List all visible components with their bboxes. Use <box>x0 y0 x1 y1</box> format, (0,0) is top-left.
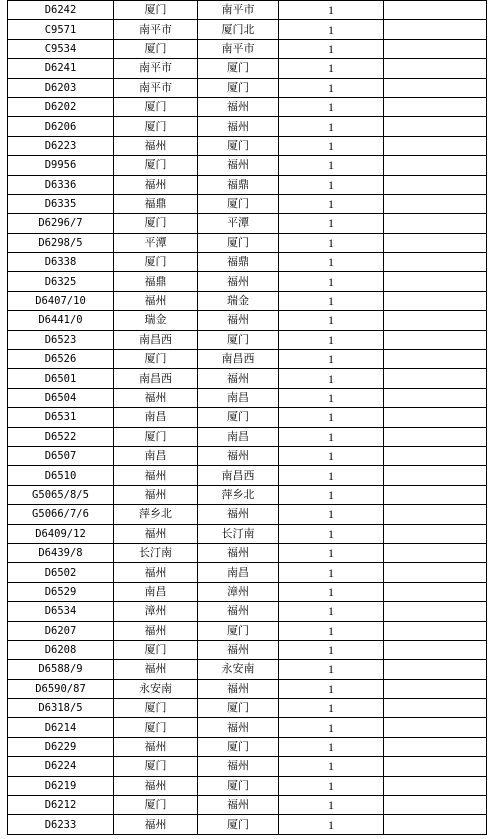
count-cell: 1 <box>279 78 384 97</box>
arrival-station-cell: 厦门 <box>198 330 279 349</box>
table-row <box>8 78 487 97</box>
note-cell <box>384 757 487 776</box>
table-row <box>8 427 487 446</box>
count-cell: 1 <box>279 640 384 659</box>
table-row <box>8 602 487 621</box>
note-cell <box>384 350 487 369</box>
arrival-station-cell: 福州 <box>198 505 279 524</box>
train-number-cell: D6409/12 <box>8 524 114 543</box>
departure-station-cell: 南昌 <box>114 446 198 465</box>
arrival-station-cell: 厦门 <box>198 78 279 97</box>
departure-station-cell: 福州 <box>114 485 198 504</box>
arrival-station-cell: 福鼎 <box>198 175 279 194</box>
arrival-station-cell: 福州 <box>198 679 279 698</box>
arrival-station-cell: 福州 <box>198 640 279 659</box>
note-cell <box>384 97 487 116</box>
departure-station-cell: 南昌西 <box>114 330 198 349</box>
departure-station-cell: 福州 <box>114 621 198 640</box>
train-number-cell: D6233 <box>8 815 114 834</box>
train-schedule-table <box>7 0 487 835</box>
count-cell: 1 <box>279 156 384 175</box>
departure-station-cell: 平潭 <box>114 233 198 252</box>
departure-station-cell: 厦门 <box>114 117 198 136</box>
count-cell: 1 <box>279 446 384 465</box>
train-number-cell: D6298/5 <box>8 233 114 252</box>
count-cell: 1 <box>279 136 384 155</box>
train-number-cell: D6522 <box>8 427 114 446</box>
departure-station-cell: 厦门 <box>114 640 198 659</box>
count-cell: 1 <box>279 369 384 388</box>
train-number-cell: D6523 <box>8 330 114 349</box>
arrival-station-cell: 南平市 <box>198 1 279 20</box>
count-cell: 1 <box>279 233 384 252</box>
train-number-cell: D6206 <box>8 117 114 136</box>
note-cell <box>384 543 487 562</box>
departure-station-cell: 厦门 <box>114 1 198 20</box>
departure-station-cell: 漳州 <box>114 602 198 621</box>
arrival-station-cell: 瑞金 <box>198 291 279 310</box>
note-cell <box>384 311 487 330</box>
note-cell <box>384 78 487 97</box>
arrival-station-cell: 福鼎 <box>198 253 279 272</box>
train-number-cell: D6526 <box>8 350 114 369</box>
note-cell <box>384 59 487 78</box>
table-row <box>8 524 487 543</box>
count-cell: 1 <box>279 524 384 543</box>
train-number-cell: G5066/7/6 <box>8 505 114 524</box>
arrival-station-cell: 福州 <box>198 757 279 776</box>
train-number-cell: D6502 <box>8 563 114 582</box>
arrival-station-cell: 萍乡北 <box>198 485 279 504</box>
note-cell <box>384 640 487 659</box>
arrival-station-cell: 福州 <box>198 156 279 175</box>
arrival-station-cell: 厦门 <box>198 408 279 427</box>
departure-station-cell: 福州 <box>114 175 198 194</box>
departure-station-cell: 厦门 <box>114 796 198 815</box>
note-cell <box>384 330 487 349</box>
arrival-station-cell: 厦门 <box>198 233 279 252</box>
table-row <box>8 253 487 272</box>
table-row <box>8 815 487 834</box>
departure-station-cell: 厦门 <box>114 97 198 116</box>
table-row <box>8 699 487 718</box>
train-number-cell: D6501 <box>8 369 114 388</box>
departure-station-cell: 厦门 <box>114 214 198 233</box>
arrival-station-cell: 厦门 <box>198 621 279 640</box>
note-cell <box>384 446 487 465</box>
departure-station-cell: 福州 <box>114 563 198 582</box>
count-cell: 1 <box>279 737 384 756</box>
table-row <box>8 350 487 369</box>
note-cell <box>384 485 487 504</box>
train-number-cell: D6325 <box>8 272 114 291</box>
note-cell <box>384 291 487 310</box>
departure-station-cell: 福州 <box>114 466 198 485</box>
arrival-station-cell: 南昌西 <box>198 466 279 485</box>
train-number-cell: D6208 <box>8 640 114 659</box>
count-cell: 1 <box>279 272 384 291</box>
count-cell: 1 <box>279 621 384 640</box>
table-row <box>8 718 487 737</box>
train-number-cell: D6296/7 <box>8 214 114 233</box>
train-number-cell: D6504 <box>8 388 114 407</box>
count-cell: 1 <box>279 757 384 776</box>
arrival-station-cell: 厦门 <box>198 815 279 834</box>
note-cell <box>384 156 487 175</box>
table-row <box>8 20 487 39</box>
note-cell <box>384 466 487 485</box>
departure-station-cell: 南昌 <box>114 582 198 601</box>
note-cell <box>384 582 487 601</box>
departure-station-cell: 厦门 <box>114 39 198 58</box>
arrival-station-cell: 福州 <box>198 543 279 562</box>
arrival-station-cell: 厦门 <box>198 136 279 155</box>
arrival-station-cell: 漳州 <box>198 582 279 601</box>
train-number-cell: D6510 <box>8 466 114 485</box>
count-cell: 1 <box>279 97 384 116</box>
departure-station-cell: 厦门 <box>114 427 198 446</box>
table-row <box>8 640 487 659</box>
train-number-cell: D6242 <box>8 1 114 20</box>
departure-station-cell: 福州 <box>114 291 198 310</box>
arrival-station-cell: 南平市 <box>198 39 279 58</box>
note-cell <box>384 272 487 291</box>
train-number-cell: D6241 <box>8 59 114 78</box>
count-cell: 1 <box>279 815 384 834</box>
note-cell <box>384 621 487 640</box>
note-cell <box>384 388 487 407</box>
arrival-station-cell: 福州 <box>198 369 279 388</box>
table-row <box>8 1 487 20</box>
departure-station-cell: 福州 <box>114 524 198 543</box>
arrival-station-cell: 长汀南 <box>198 524 279 543</box>
table-row <box>8 117 487 136</box>
count-cell: 1 <box>279 311 384 330</box>
count-cell: 1 <box>279 20 384 39</box>
departure-station-cell: 厦门 <box>114 718 198 737</box>
departure-station-cell: 南平市 <box>114 20 198 39</box>
train-number-cell: G5065/8/5 <box>8 485 114 504</box>
count-cell: 1 <box>279 330 384 349</box>
count-cell: 1 <box>279 563 384 582</box>
train-number-cell: D6441/0 <box>8 311 114 330</box>
count-cell: 1 <box>279 175 384 194</box>
departure-station-cell: 南昌西 <box>114 369 198 388</box>
count-cell: 1 <box>279 427 384 446</box>
table-body <box>8 1 487 835</box>
count-cell: 1 <box>279 194 384 213</box>
train-number-cell: D6219 <box>8 776 114 795</box>
train-number-cell: D6534 <box>8 602 114 621</box>
train-number-cell: D6214 <box>8 718 114 737</box>
train-number-cell: D6439/8 <box>8 543 114 562</box>
table-row <box>8 796 487 815</box>
count-cell: 1 <box>279 505 384 524</box>
train-number-cell: D6335 <box>8 194 114 213</box>
table-row <box>8 776 487 795</box>
departure-station-cell: 瑞金 <box>114 311 198 330</box>
arrival-station-cell: 平潭 <box>198 214 279 233</box>
note-cell <box>384 253 487 272</box>
note-cell <box>384 737 487 756</box>
note-cell <box>384 175 487 194</box>
table-row <box>8 233 487 252</box>
note-cell <box>384 1 487 20</box>
arrival-station-cell: 厦门 <box>198 59 279 78</box>
note-cell <box>384 369 487 388</box>
arrival-station-cell: 福州 <box>198 311 279 330</box>
train-number-cell: D6590/87 <box>8 679 114 698</box>
table-row <box>8 194 487 213</box>
train-number-cell: D6529 <box>8 582 114 601</box>
table-row <box>8 563 487 582</box>
train-number-cell: D6203 <box>8 78 114 97</box>
arrival-station-cell: 福州 <box>198 602 279 621</box>
arrival-station-cell: 南昌 <box>198 563 279 582</box>
departure-station-cell: 萍乡北 <box>114 505 198 524</box>
count-cell: 1 <box>279 718 384 737</box>
arrival-station-cell: 厦门 <box>198 776 279 795</box>
table-row <box>8 446 487 465</box>
arrival-station-cell: 福州 <box>198 796 279 815</box>
arrival-station-cell: 南昌西 <box>198 350 279 369</box>
table-row <box>8 485 487 504</box>
departure-station-cell: 福州 <box>114 776 198 795</box>
arrival-station-cell: 南昌 <box>198 388 279 407</box>
departure-station-cell: 南昌 <box>114 408 198 427</box>
table-row <box>8 156 487 175</box>
count-cell: 1 <box>279 543 384 562</box>
train-number-cell: D6207 <box>8 621 114 640</box>
arrival-station-cell: 福州 <box>198 117 279 136</box>
departure-station-cell: 福州 <box>114 388 198 407</box>
note-cell <box>384 524 487 543</box>
table-row <box>8 214 487 233</box>
arrival-station-cell: 永安南 <box>198 660 279 679</box>
departure-station-cell: 福州 <box>114 660 198 679</box>
arrival-station-cell: 厦门 <box>198 699 279 718</box>
arrival-station-cell: 福州 <box>198 97 279 116</box>
train-number-cell: C9571 <box>8 20 114 39</box>
table-row <box>8 59 487 78</box>
count-cell: 1 <box>279 660 384 679</box>
note-cell <box>384 718 487 737</box>
note-cell <box>384 20 487 39</box>
table-row <box>8 737 487 756</box>
count-cell: 1 <box>279 582 384 601</box>
departure-station-cell: 厦门 <box>114 699 198 718</box>
table-row <box>8 369 487 388</box>
note-cell <box>384 39 487 58</box>
table-row <box>8 136 487 155</box>
train-number-cell: D6318/5 <box>8 699 114 718</box>
table-row <box>8 388 487 407</box>
train-number-cell: D6588/9 <box>8 660 114 679</box>
table-row <box>8 505 487 524</box>
departure-station-cell: 永安南 <box>114 679 198 698</box>
table-row <box>8 621 487 640</box>
count-cell: 1 <box>279 291 384 310</box>
arrival-station-cell: 福州 <box>198 272 279 291</box>
note-cell <box>384 408 487 427</box>
note-cell <box>384 679 487 698</box>
count-cell: 1 <box>279 39 384 58</box>
count-cell: 1 <box>279 214 384 233</box>
arrival-station-cell: 厦门 <box>198 194 279 213</box>
departure-station-cell: 厦门 <box>114 350 198 369</box>
count-cell: 1 <box>279 602 384 621</box>
count-cell: 1 <box>279 776 384 795</box>
table-row <box>8 175 487 194</box>
departure-station-cell: 厦门 <box>114 757 198 776</box>
count-cell: 1 <box>279 59 384 78</box>
departure-station-cell: 福鼎 <box>114 272 198 291</box>
count-cell: 1 <box>279 796 384 815</box>
count-cell: 1 <box>279 466 384 485</box>
note-cell <box>384 214 487 233</box>
note-cell <box>384 660 487 679</box>
table-row <box>8 660 487 679</box>
table-row <box>8 757 487 776</box>
note-cell <box>384 505 487 524</box>
train-number-cell: D6223 <box>8 136 114 155</box>
train-number-cell: D6224 <box>8 757 114 776</box>
note-cell <box>384 796 487 815</box>
departure-station-cell: 南平市 <box>114 59 198 78</box>
train-number-cell: D6531 <box>8 408 114 427</box>
note-cell <box>384 427 487 446</box>
table-row <box>8 582 487 601</box>
note-cell <box>384 815 487 834</box>
table-row <box>8 543 487 562</box>
train-number-cell: D6212 <box>8 796 114 815</box>
departure-station-cell: 福州 <box>114 136 198 155</box>
table-row <box>8 39 487 58</box>
count-cell: 1 <box>279 350 384 369</box>
count-cell: 1 <box>279 388 384 407</box>
arrival-station-cell: 厦门 <box>198 737 279 756</box>
arrival-station-cell: 福州 <box>198 718 279 737</box>
table-row <box>8 311 487 330</box>
count-cell: 1 <box>279 253 384 272</box>
departure-station-cell: 厦门 <box>114 253 198 272</box>
table-row <box>8 291 487 310</box>
count-cell: 1 <box>279 699 384 718</box>
note-cell <box>384 776 487 795</box>
table-row <box>8 97 487 116</box>
train-number-cell: C9534 <box>8 39 114 58</box>
train-number-cell: D6338 <box>8 253 114 272</box>
train-number-cell: D6407/10 <box>8 291 114 310</box>
note-cell <box>384 699 487 718</box>
count-cell: 1 <box>279 1 384 20</box>
table-row <box>8 330 487 349</box>
note-cell <box>384 117 487 136</box>
train-number-cell: D6336 <box>8 175 114 194</box>
departure-station-cell: 厦门 <box>114 156 198 175</box>
departure-station-cell: 南平市 <box>114 78 198 97</box>
note-cell <box>384 602 487 621</box>
train-number-cell: D6229 <box>8 737 114 756</box>
table-row <box>8 466 487 485</box>
note-cell <box>384 136 487 155</box>
count-cell: 1 <box>279 485 384 504</box>
arrival-station-cell: 厦门北 <box>198 20 279 39</box>
count-cell: 1 <box>279 679 384 698</box>
train-number-cell: D6202 <box>8 97 114 116</box>
count-cell: 1 <box>279 408 384 427</box>
note-cell <box>384 563 487 582</box>
table-row <box>8 272 487 291</box>
count-cell: 1 <box>279 117 384 136</box>
note-cell <box>384 194 487 213</box>
departure-station-cell: 长汀南 <box>114 543 198 562</box>
departure-station-cell: 福州 <box>114 737 198 756</box>
table-row <box>8 408 487 427</box>
note-cell <box>384 233 487 252</box>
train-number-cell: D6507 <box>8 446 114 465</box>
arrival-station-cell: 福州 <box>198 446 279 465</box>
train-number-cell: D9956 <box>8 156 114 175</box>
departure-station-cell: 福州 <box>114 815 198 834</box>
table-row <box>8 679 487 698</box>
arrival-station-cell: 南昌 <box>198 427 279 446</box>
departure-station-cell: 福鼎 <box>114 194 198 213</box>
